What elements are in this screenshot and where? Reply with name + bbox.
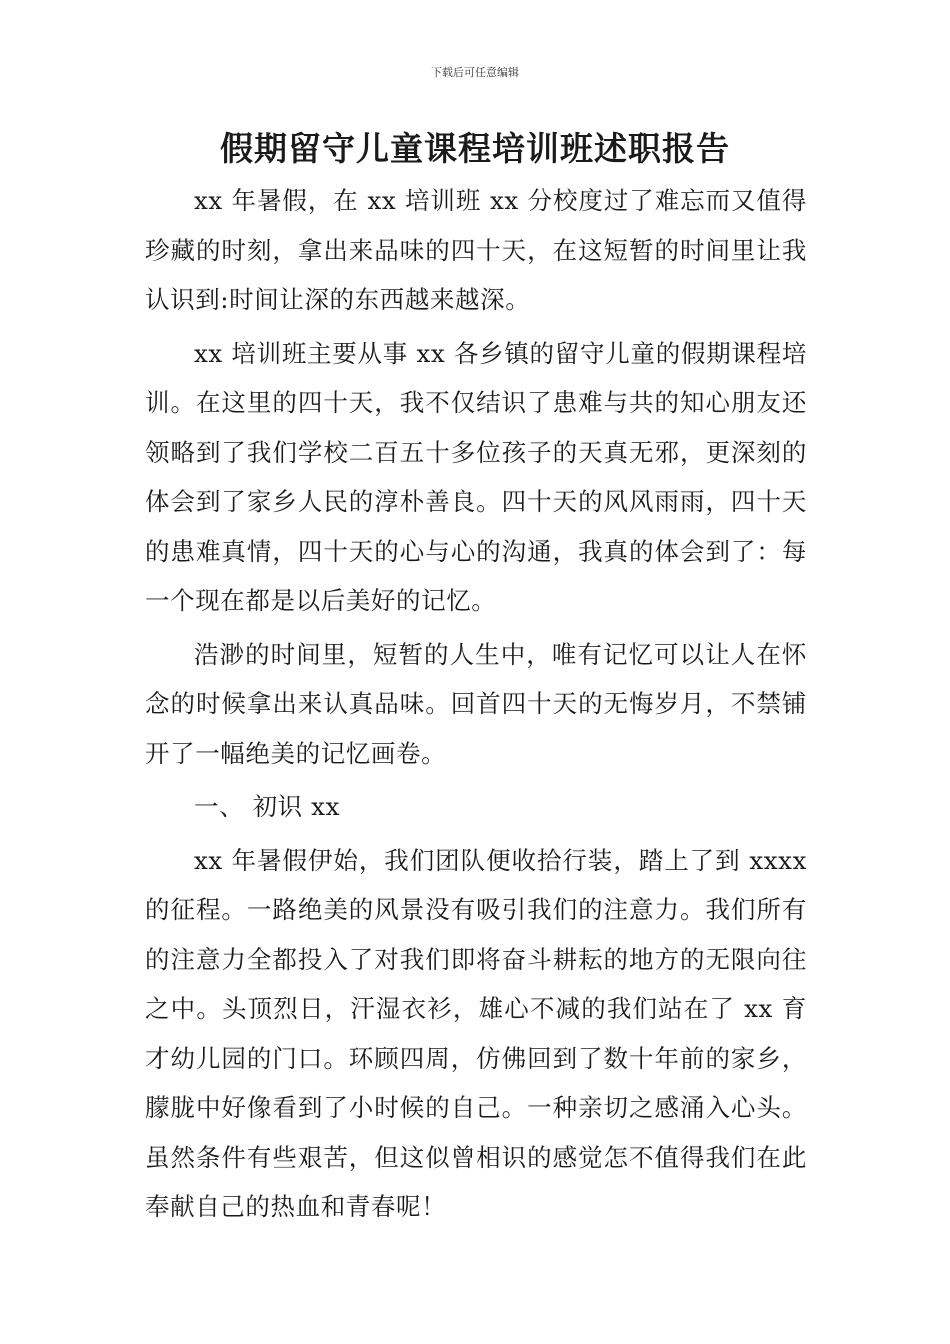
header-note: 下载后可任意编辑 [431,66,519,79]
document-title: 假期留守儿童课程培训班述职报告 [220,129,730,168]
paragraph: xx 年暑假，在 xx 培训班 xx 分校度过了难忘而又值得珍藏的时刻，拿出来品味的四十天，在这短暂的时间里让我认识到:时间让深的东西越来越深。 [145,186,807,314]
section-heading: 一、 初识 xx [194,792,341,821]
document-body [145,176,807,1232]
paragraph: 浩渺的时间里，短暂的人生中，唯有记忆可以让人在怀念的时候拿出来认真品味。回首四十天的无悔岁月，不禁铺开了一幅绝美的记忆画卷。 [145,639,807,768]
paragraph: xx 培训班主要从事 xx 各乡镇的留守儿童的假期课程培训。在这里的四十天，我不仅结识了患难与共的知心朋友还领略到了我们学校二百五十多位孩子的天真无邪，更深刻的体会到了家乡人民的淳朴善良。四十天的风风雨雨，四十天的患难真情，四十天的心与心的沟通，我真的体会到了：每一个现在都是以后美好的记忆。 [145,338,807,615]
paragraph: xx 年暑假伊始，我们团队便收拾行装，踏上了到 xxxx 的征程。一路绝美的风景没有吸引我们的注意力。我们所有的注意力全都投入了对我们即将奋斗耕耘的地方的无限向往之中。头顶烈日，汗湿衣衫，雄心不减的我们站在了 xx 育才幼儿园的门口。环顾四周，仿佛回到了数十年前的家乡，朦胧中好像看到了小时候的自己。一种亲切之感涌入心头。虽然条件有些艰苦，但这似曾相识的感觉怎不值得我们在此奉献自己的热血和青春呢！ [145,845,807,1221]
